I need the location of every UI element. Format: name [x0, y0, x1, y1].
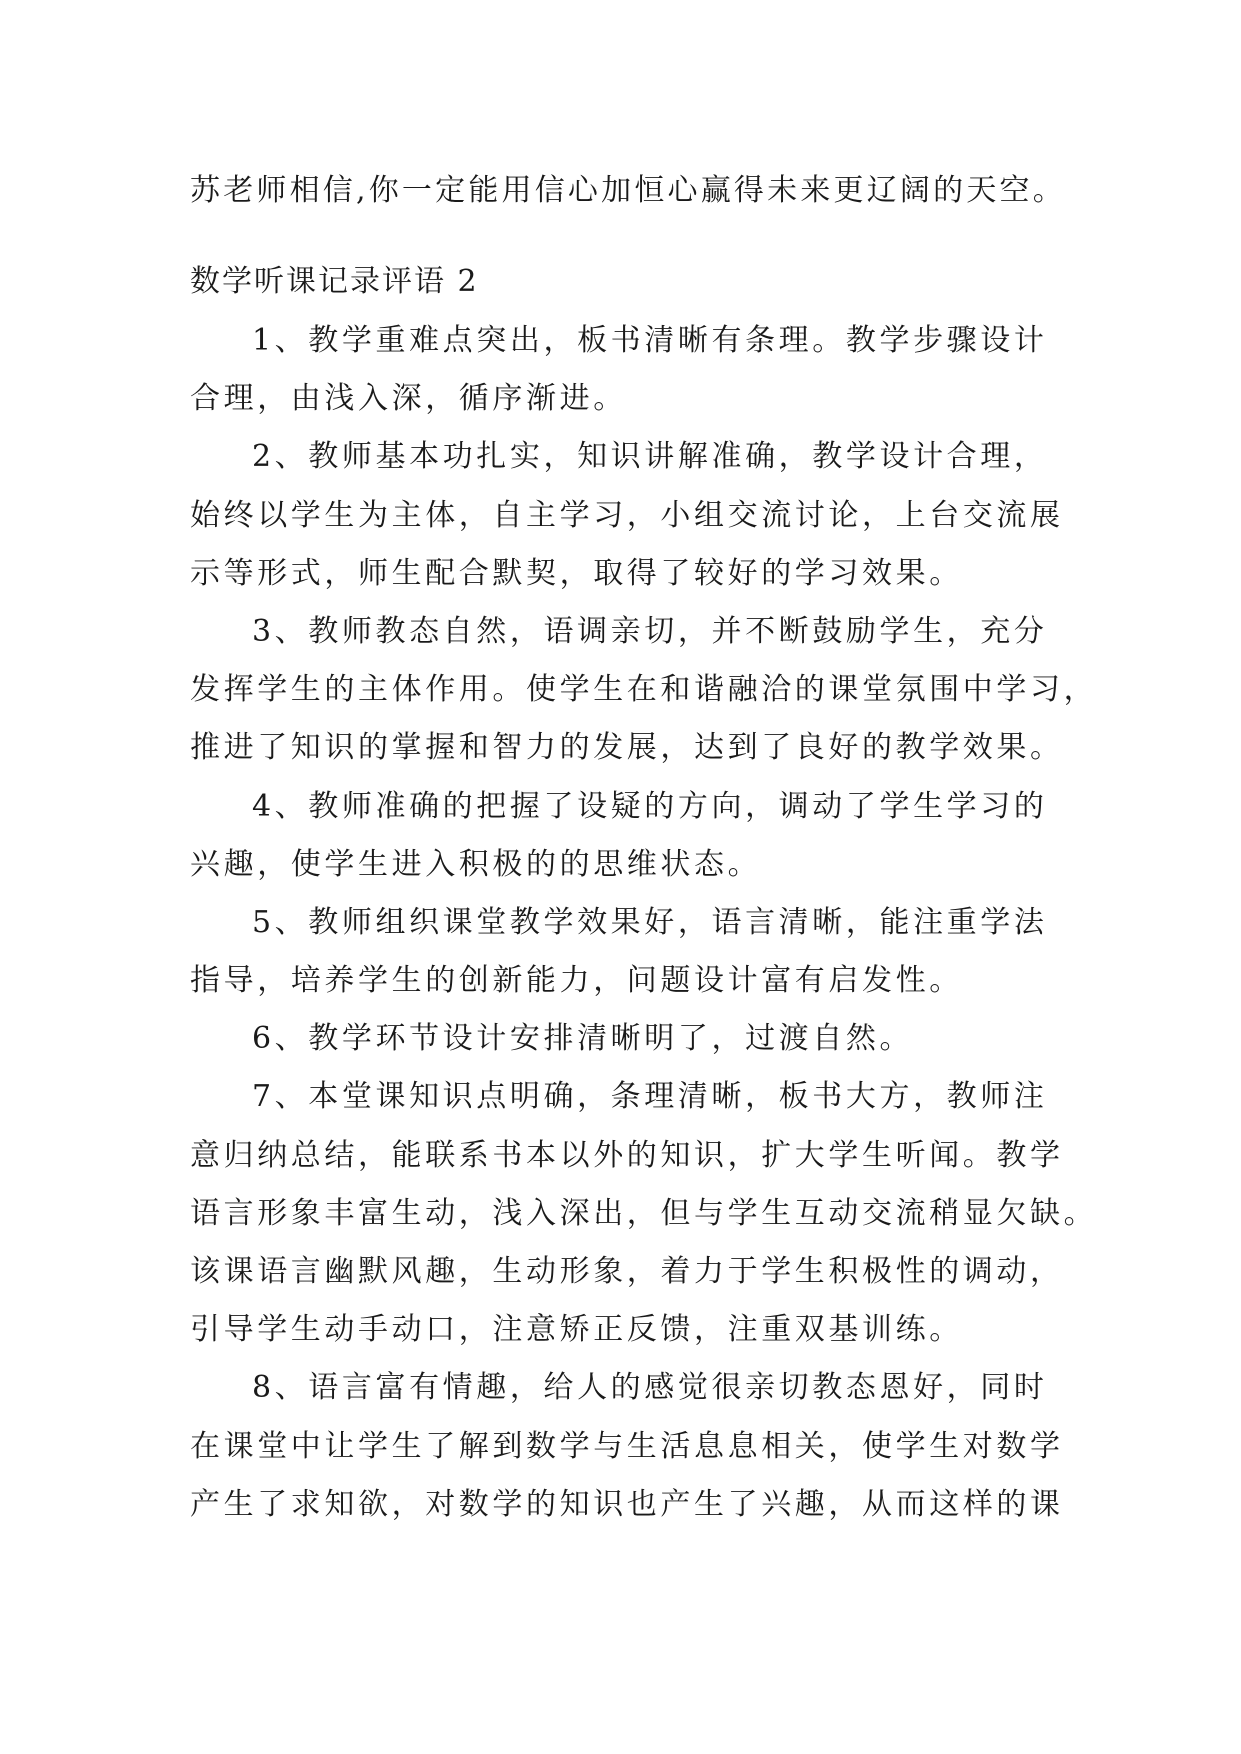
- paragraph-line: 意归纳总结，能联系书本以外的知识，扩大学生听闻。教学: [190, 1137, 1064, 1173]
- comment-item-4: [190, 778, 1050, 894]
- comment-item-2: [190, 428, 1064, 603]
- paragraph-line: 在课堂中让学生了解到数学与生活息息相关，使学生对数学: [190, 1428, 1064, 1464]
- comment-item-3: [190, 603, 1098, 778]
- paragraph-line: 8、语言富有情趣，给人的感觉很亲切教态恩好，同时: [252, 1370, 1048, 1406]
- comment-item-8: [190, 1359, 1064, 1534]
- comment-item-1: [190, 312, 1050, 428]
- paragraph-line: 合理，由浅入深，循序渐进。: [190, 381, 627, 417]
- comment-item-6: [190, 1010, 1050, 1068]
- paragraph-line: 4、教师准确的把握了设疑的方向，调动了学生学习的: [252, 788, 1048, 824]
- paragraph-line: 示等形式，师生配合默契，取得了较好的学习效果。: [190, 555, 963, 591]
- paragraph-line: 语言形象丰富生动，浅入深出，但与学生互动交流稍显欠缺。: [190, 1195, 1098, 1231]
- paragraph-line: 该课语言幽默风趣，生动形象，着力于学生积极性的调动，: [190, 1254, 1064, 1289]
- comment-item-7: [190, 1068, 1098, 1359]
- paragraph-line: 发挥学生的主体作用。使学生在和谐融洽的课堂氛围中学习，: [190, 672, 1098, 708]
- paragraph-line: 1、教学重难点突出，板书清晰有条理。教学步骤设计: [252, 323, 1048, 358]
- paragraph-line: 2、教师基本功扎实，知识讲解准确，教学设计合理，: [252, 439, 1048, 475]
- paragraph-line: 5、教师组织课堂教学效果好，语言清晰，能注重学法: [252, 904, 1048, 940]
- paragraph-line: 引导学生动手动口，注意矫正反馈，注重双基训练。: [190, 1312, 963, 1348]
- paragraph-line: 始终以学生为主体，自主学习，小组交流讨论，上台交流展: [190, 497, 1064, 533]
- paragraph-line: 3、教师教态自然，语调亲切，并不断鼓励学生，充分: [252, 613, 1048, 649]
- intro-line: 苏老师相信,你一定能用信心加恒心赢得未来更辽阔的天空。: [190, 173, 1066, 208]
- section-heading: 数学听课记录评语 2: [190, 264, 479, 299]
- paragraph-line: 7、本堂课知识点明确，条理清晰，板书大方，教师注: [252, 1079, 1048, 1115]
- paragraph-line: 产生了求知欲，对数学的知识也产生了兴趣，从而这样的课: [190, 1486, 1064, 1522]
- paragraph-line: 6、教学环节设计安排清晰明了，过渡自然。: [252, 1021, 914, 1057]
- comment-list: [190, 312, 1098, 1534]
- paragraph-line: 指导，培养学生的创新能力，问题设计富有启发性。: [190, 963, 963, 999]
- paragraph-line: 推进了知识的掌握和智力的发展，达到了良好的教学效果。: [190, 730, 1064, 766]
- paragraph-line: 兴趣，使学生进入积极的的思维状态。: [190, 846, 762, 882]
- comment-item-5: [190, 894, 1050, 1010]
